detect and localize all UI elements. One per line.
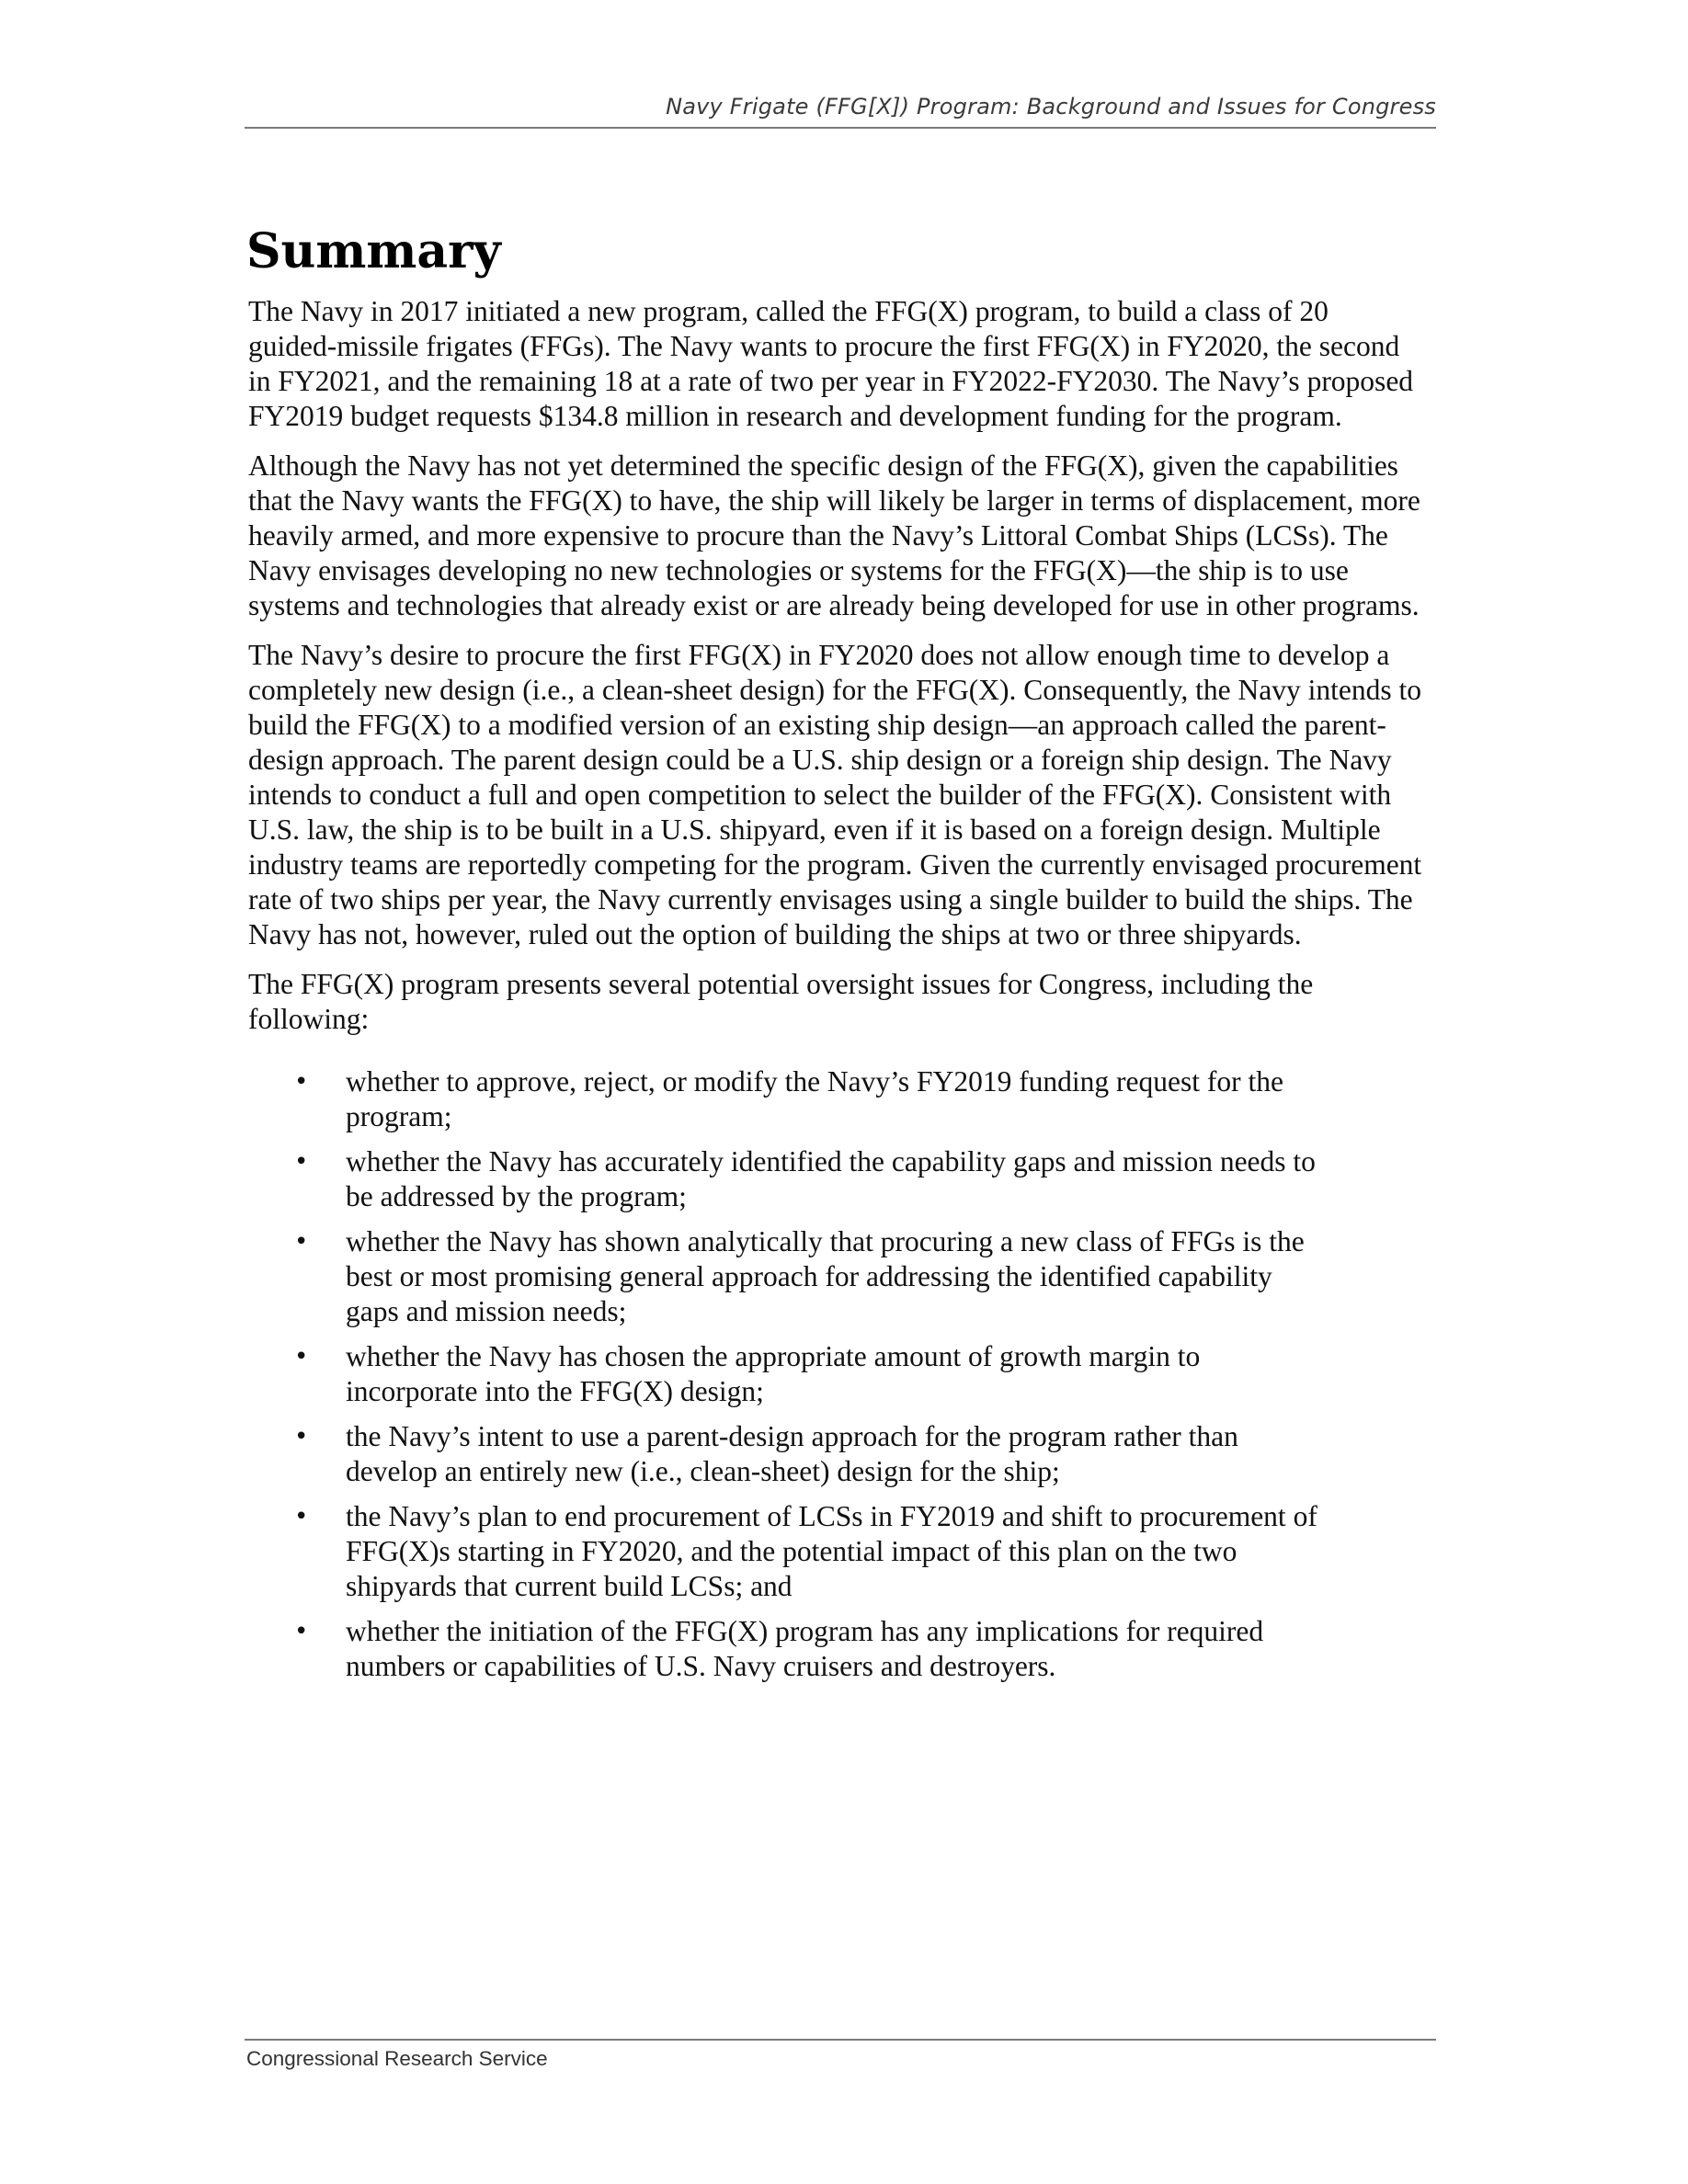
list-item-text: the Navy’s plan to end procurement of LCSs in FY2019 and shift to procurement of FFG(X)s starting in FY2020, and the potential impact of this plan on the two shipyards that current build LCSs; and <box>346 1500 1317 1602</box>
running-header <box>245 94 1436 129</box>
bullet-icon: • <box>294 1343 309 1371</box>
list-item <box>248 1339 1434 1409</box>
paragraph-program-overview: The Navy in 2017 initiated a new program, called the FFG(X) program, to build a class of 20 guided-missile frigates (FFGs). The Navy wants to procure the first FFG(X) in FY2020, the second in FY2021, and the remaining 18 at a rate of two per year in FY2022-FY2030. The Navy’s proposed FY2019 budget requests $134.8 million in research and development funding for the program. <box>248 295 1414 432</box>
list-item-text: whether the Navy has shown analytically that procuring a new class of FFGs is the best or most promising general approach for addressing the identified capability gaps and mission needs; <box>346 1225 1305 1327</box>
bullet-icon: • <box>294 1503 309 1530</box>
list-item <box>248 1144 1434 1214</box>
list-item <box>248 1419 1434 1489</box>
bullet-icon: • <box>294 1423 309 1450</box>
list-item <box>248 1064 1434 1134</box>
list-item <box>248 1224 1434 1329</box>
oversight-issues-list <box>248 1064 1434 1684</box>
section-title: Summary <box>246 223 501 279</box>
running-footer <box>245 2039 1436 2072</box>
page-body <box>248 224 1434 1694</box>
footer-organization: Congressional Research Service <box>246 2047 548 2070</box>
list-item-text: whether to approve, reject, or modify the Navy’s FY2019 funding request for the program; <box>346 1065 1283 1132</box>
list-item-text: the Navy’s intent to use a parent-design approach for the program rather than develop an entirely new (i.e., clean-sheet) design for the ship; <box>346 1420 1238 1487</box>
list-item <box>248 1614 1434 1684</box>
paragraph-parent-design-approach: The Navy’s desire to procure the first FFG(X) in FY2020 does not allow enough time to develop a completely new design (i.e., a clean-sheet design) for the FFG(X). Consequently, the Navy intends to build the FFG(X) to a modified version of an existing ship design—an approach called the parent-design approach. The parent design could be a U.S. ship design or a foreign ship design. The Navy intends to conduct a full and open competition to select the builder of the FFG(X). Consistent with U.S. law, the ship is to be built in a U.S. shipyard, even if it is based on a foreign design. Multiple industry teams are reportedly competing for the program. Given the currently envisaged procurement rate of two ships per year, the Navy currently envisages using a single builder to build the ships. The Navy has not, however, ruled out the option of building the ships at two or three shipyards. <box>248 639 1422 950</box>
list-item <box>248 1499 1434 1604</box>
list-item-text: whether the initiation of the FFG(X) program has any implications for required numbers or capabilities of U.S. Navy cruisers and destroyers. <box>346 1615 1264 1682</box>
bullet-icon: • <box>294 1068 309 1096</box>
paragraph-oversight-issues-intro: The FFG(X) program presents several potential oversight issues for Congress, including the following: <box>248 968 1314 1035</box>
paragraph-design-capabilities: Although the Navy has not yet determined the specific design of the FFG(X), given the capabilities that the Navy wants the FFG(X) to have, the ship will likely be larger in terms of displacement, more heavily armed, and more expensive to procure than the Navy’s Littoral Combat Ships (LCSs). The Navy envisages developing no new technologies or systems for the FFG(X)—the ship is to use systems and technologies that already exist or are already being developed for use in other programs. <box>248 449 1420 621</box>
bullet-icon: • <box>294 1618 309 1645</box>
bullet-icon: • <box>294 1228 309 1256</box>
running-header-title: Navy Frigate (FFG[X]) Program: Background and Issues for Congress <box>666 94 1436 119</box>
list-item-text: whether the Navy has chosen the appropriate amount of growth margin to incorporate into the FFG(X) design; <box>346 1340 1201 1407</box>
bullet-icon: • <box>294 1148 309 1176</box>
list-item-text: whether the Navy has accurately identified the capability gaps and mission needs to be addressed by the program; <box>346 1145 1316 1212</box>
